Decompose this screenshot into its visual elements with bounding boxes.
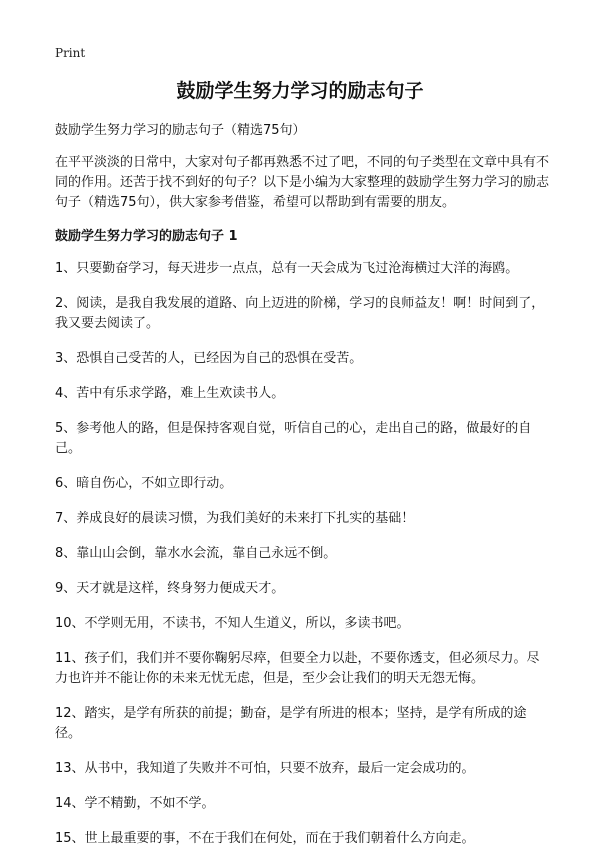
quote-item: 1、只要勤奋学习，每天进步一点点，总有一天会成为飞过沧海横过大洋的海鸥。 <box>55 261 519 276</box>
quote-item: 4、苦中有乐求学路，难上生欢读书人。 <box>55 386 285 401</box>
quote-item: 11、孩子们，我们并不要你鞠躬尽瘁，但要全力以赴，不要你透支，但必须尽力。尽力也许并不能让你的未来无忧无虑，但是，至少会让我们的明天无怨无悔。 <box>55 651 540 686</box>
quote-item: 3、恐惧自己受苦的人，已经因为自己的恐惧在受苦。 <box>55 351 363 366</box>
quote-item: 8、靠山山会倒，靠水水会流，靠自己永远不倒。 <box>55 546 337 561</box>
quote-item: 14、学不精勤，不如不学。 <box>55 796 215 811</box>
quote-item: 15、世上最重要的事，不在于我们在何处，而在于我们朝着什么方向走。 <box>55 831 475 846</box>
quote-item: 9、天才就是这样，终身努力便成天才。 <box>55 581 285 596</box>
quote-item: 6、暗自伤心，不如立即行动。 <box>55 476 233 491</box>
quote-list <box>55 259 551 849</box>
article-subtitle: 鼓励学生努力学习的励志句子（精选75句） <box>55 123 306 138</box>
article-body <box>55 121 551 864</box>
quote-item: 12、踏实，是学有所获的前提；勤奋，是学有所进的根本；坚持，是学有所成的途径。 <box>55 706 527 741</box>
quote-item: 10、不学则无用，不读书，不知人生道义，所以，多读书吧。 <box>55 616 410 631</box>
section-heading: 鼓励学生努力学习的励志句子 1 <box>55 229 238 244</box>
print-link[interactable]: Print <box>55 46 86 60</box>
intro-paragraph: 在平平淡淡的日常中，大家对句子都再熟悉不过了吧，不同的句子类型在文章中具有不同的作用。还苦于找不到好的句子？以下是小编为大家整理的鼓励学生努力学习的励志句子（精选75句），供大家参考借鉴，希望可以帮助到有需要的朋友。 <box>55 155 550 210</box>
quote-item: 13、从书中，我知道了失败并不可怕，只要不放弃，最后一定会成功的。 <box>55 761 475 776</box>
quote-item: 5、参考他人的路，但是保持客观自觉，听信自己的心，走出自己的路，做最好的自己。 <box>55 421 532 456</box>
page-title: 鼓励学生努力学习的励志句子 <box>176 80 424 102</box>
quote-item: 2、阅读，是我自我发展的道路、向上迈进的阶梯，学习的良师益友！啊！时间到了，我又要去阅读了。 <box>55 296 545 331</box>
quote-item: 7、养成良好的晨读习惯，为我们美好的未来打下扎实的基础！ <box>55 511 415 526</box>
